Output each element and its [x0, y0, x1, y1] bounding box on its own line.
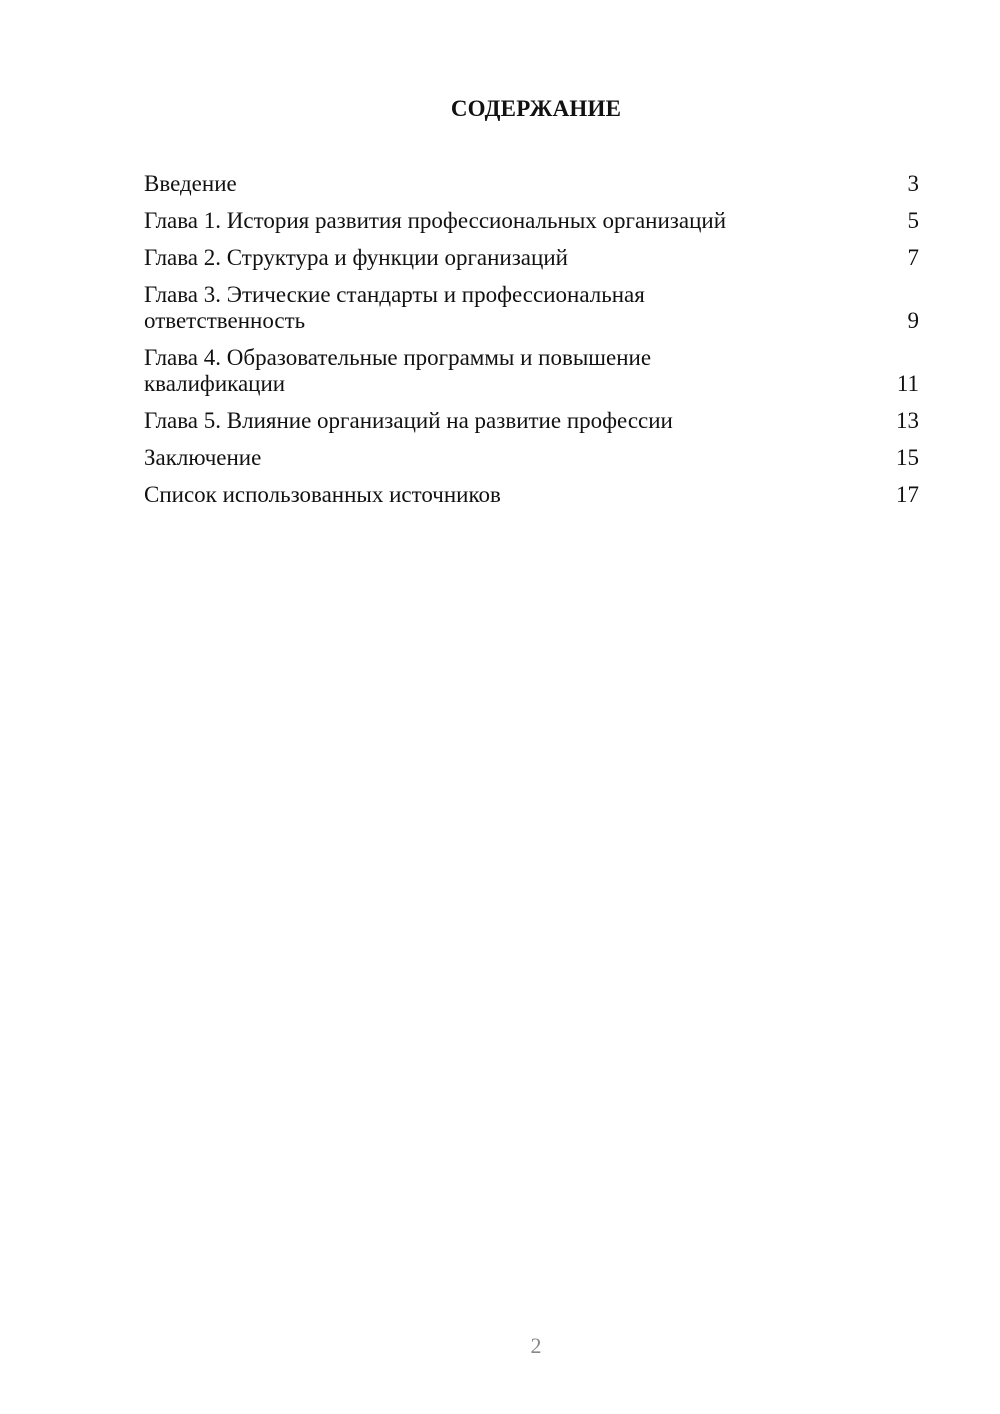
toc-entry-page: 13 — [896, 408, 919, 433]
toc-entry-page: 3 — [907, 171, 919, 196]
toc-entry-page: 17 — [896, 482, 919, 507]
toc-entry-text: Список использованных источников — [144, 482, 501, 507]
toc-entry-conclusion — [144, 445, 919, 471]
toc-entry-text: Заключение — [144, 445, 262, 470]
toc-entry-chapter-2 — [144, 245, 919, 271]
toc-entry-chapter-5 — [144, 408, 919, 434]
toc-entry-page: 11 — [896, 371, 919, 396]
toc-entry-text: Глава 2. Структура и функции организаций — [144, 245, 568, 270]
toc-entry-introduction — [144, 171, 919, 197]
toc-entry-text: Глава 1. История развития профессиональных организаций — [144, 208, 727, 233]
table-of-contents — [144, 171, 919, 519]
toc-entry-page: 7 — [907, 245, 919, 270]
toc-entry-text: Введение — [144, 171, 237, 196]
toc-entry-chapter-1 — [144, 208, 919, 234]
toc-entry-page: 5 — [907, 208, 919, 233]
toc-entry-chapter-3 — [144, 282, 919, 334]
page-title: СОДЕРЖАНИЕ — [450, 96, 622, 121]
toc-entry-text: Глава 3. Этические стандарты и профессиональная ответственность — [144, 282, 645, 333]
page-number: 2 — [530, 1333, 542, 1358]
toc-entry-chapter-4 — [144, 345, 919, 397]
toc-entry-references — [144, 482, 919, 508]
toc-entry-page: 15 — [896, 445, 919, 470]
toc-entry-page: 9 — [907, 308, 919, 333]
toc-entry-text: Глава 4. Образовательные программы и повышение квалификации — [144, 345, 652, 396]
toc-entry-text: Глава 5. Влияние организаций на развитие профессии — [144, 408, 673, 433]
